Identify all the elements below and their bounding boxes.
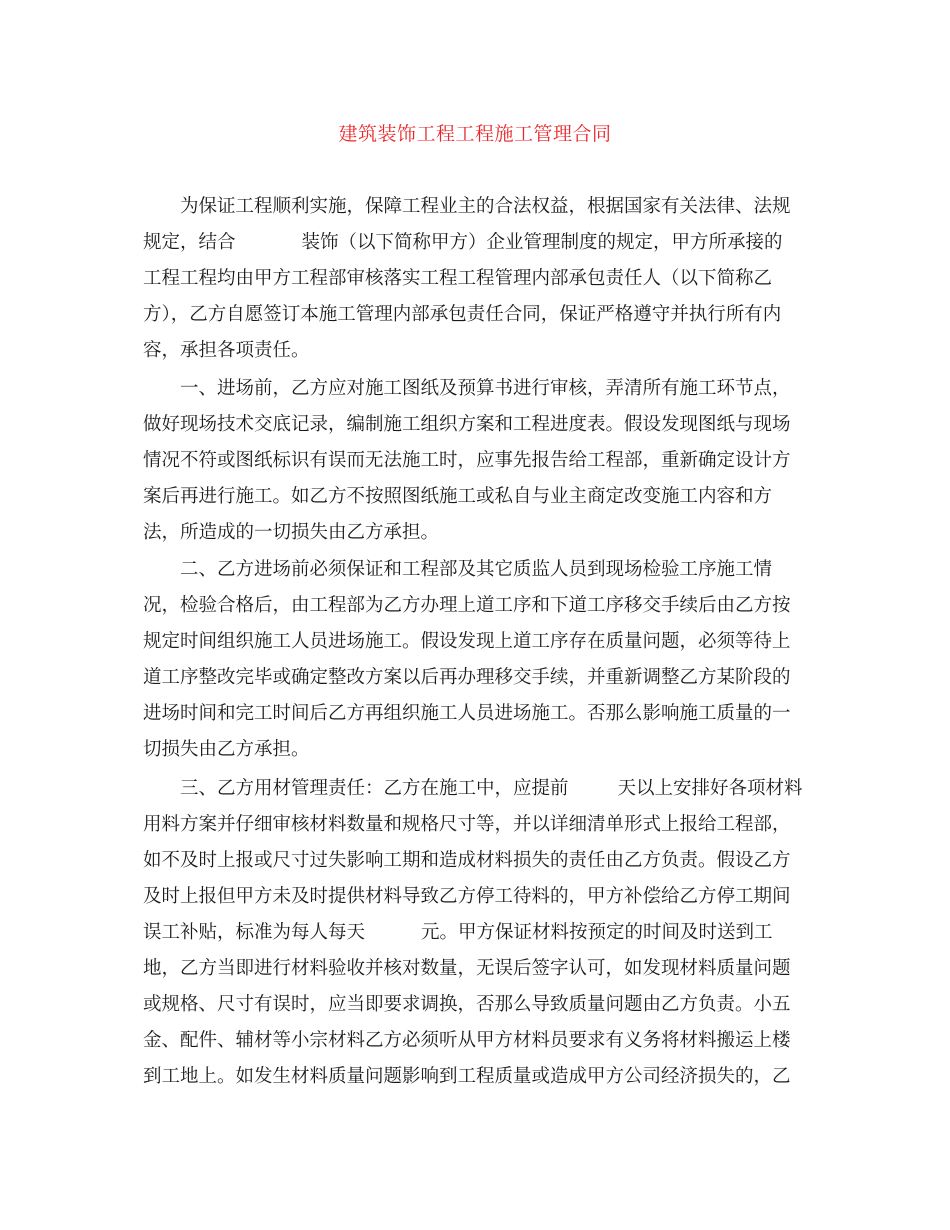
intro-line-2-part-a: 规定，结合 <box>143 232 236 253</box>
clause3-line-5 <box>143 915 773 951</box>
intro-line-5: 容，承担各项责任。 <box>143 340 310 361</box>
clause3-line-7: 或规格、尺寸有误时，应当即要求调换，否那么导致质量问题由乙方负责。小五 <box>143 994 791 1015</box>
clause3-line-8: 金、配件、辅材等小宗材料乙方必须听从甲方材料员要求有义务将材料搬运上楼 <box>143 1030 791 1051</box>
intro-line-4: 方），乙方自愿签订本施工管理内部承包责任合同，保证严格遵守并执行所有内 <box>143 304 782 325</box>
clause3-line-1-part-a: 三、乙方用材管理责任：乙方在施工中，应提前 <box>180 778 569 799</box>
intro-line-1: 为保证工程顺利实施，保障工程业主的合法权益，根据国家有关法律、法规 <box>180 196 791 217</box>
clause2-line-1: 二、乙方进场前必须保证和工程部及其它质监人员到现场检验工序施工情 <box>180 559 773 580</box>
clause2-line-5: 进场时间和完工时间后乙方再组织施工人员进场施工。否那么影响施工质量的一 <box>143 703 791 724</box>
clause3-line-5-part-b: 元。甲方保证材料按预定的时间及时送到工 <box>421 922 773 943</box>
clause1-line-4: 案后再进行施工。如乙方不按照图纸施工或私自与业主商定改变施工内容和方 <box>143 486 773 507</box>
clause1-line-5: 法，所造成的一切损失由乙方承担。 <box>143 522 440 543</box>
intro-line-2 <box>143 225 783 261</box>
intro-line-2-part-b: 装饰（以下简称甲方）企业管理制度的规定，甲方所承接的 <box>301 232 783 253</box>
clause1-line-1: 一、进场前，乙方应对施工图纸及预算书进行审核，弄清所有施工环节点， <box>180 378 791 399</box>
clause3-line-5-part-a: 误工补贴，标准为每人每天 <box>143 922 366 943</box>
clause3-line-3: 如不及时上报或尺寸过失影响工期和造成材料损失的责任由乙方负责。假设乙方 <box>143 850 791 871</box>
intro-line-3: 工程工程均由甲方工程部审核落实工程工程管理内部承包责任人（以下简称乙 <box>143 268 773 289</box>
clause2-line-4: 道工序整改完毕或确定整改方案以后再办理移交手续，并重新调整乙方某阶段的 <box>143 667 791 688</box>
clause3-line-1 <box>180 771 803 807</box>
clause2-line-3: 规定时间组织施工人员进场施工。假设发现上道工序存在质量问题，必须等待上 <box>143 631 791 652</box>
clause3-line-1-part-b: 天以上安排好各项材料 <box>617 778 803 799</box>
clause2-line-2: 况，检验合格后，由工程部为乙方办理上道工序和下道工序移交手续后由乙方按 <box>143 595 791 616</box>
clause3-line-9: 到工地上。如发生材料质量问题影响到工程质量或造成甲方公司经济损失的，乙 <box>143 1066 791 1087</box>
clause1-line-3: 情况不符或图纸标识有误而无法施工时，应事先报告给工程部，重新确定设计方 <box>143 450 791 471</box>
clause3-line-4: 及时上报但甲方未及时提供材料导致乙方停工待料的，甲方补偿给乙方停工期间 <box>143 886 791 907</box>
clause3-line-6: 地，乙方当即进行材料验收并核对数量，无误后签字认可，如发现材料质量问题 <box>143 958 791 979</box>
document-title: 建筑装饰工程工程施工管理合同 <box>338 123 612 145</box>
clause2-line-6: 切损失由乙方承担。 <box>143 739 310 760</box>
clause1-line-2: 做好现场技术交底记录，编制施工组织方案和工程进度表。假设发现图纸与现场 <box>143 414 791 435</box>
clause3-line-2: 用料方案并仔细审核材料数量和规格尺寸等，并以详细清单形式上报给工程部， <box>143 814 791 835</box>
